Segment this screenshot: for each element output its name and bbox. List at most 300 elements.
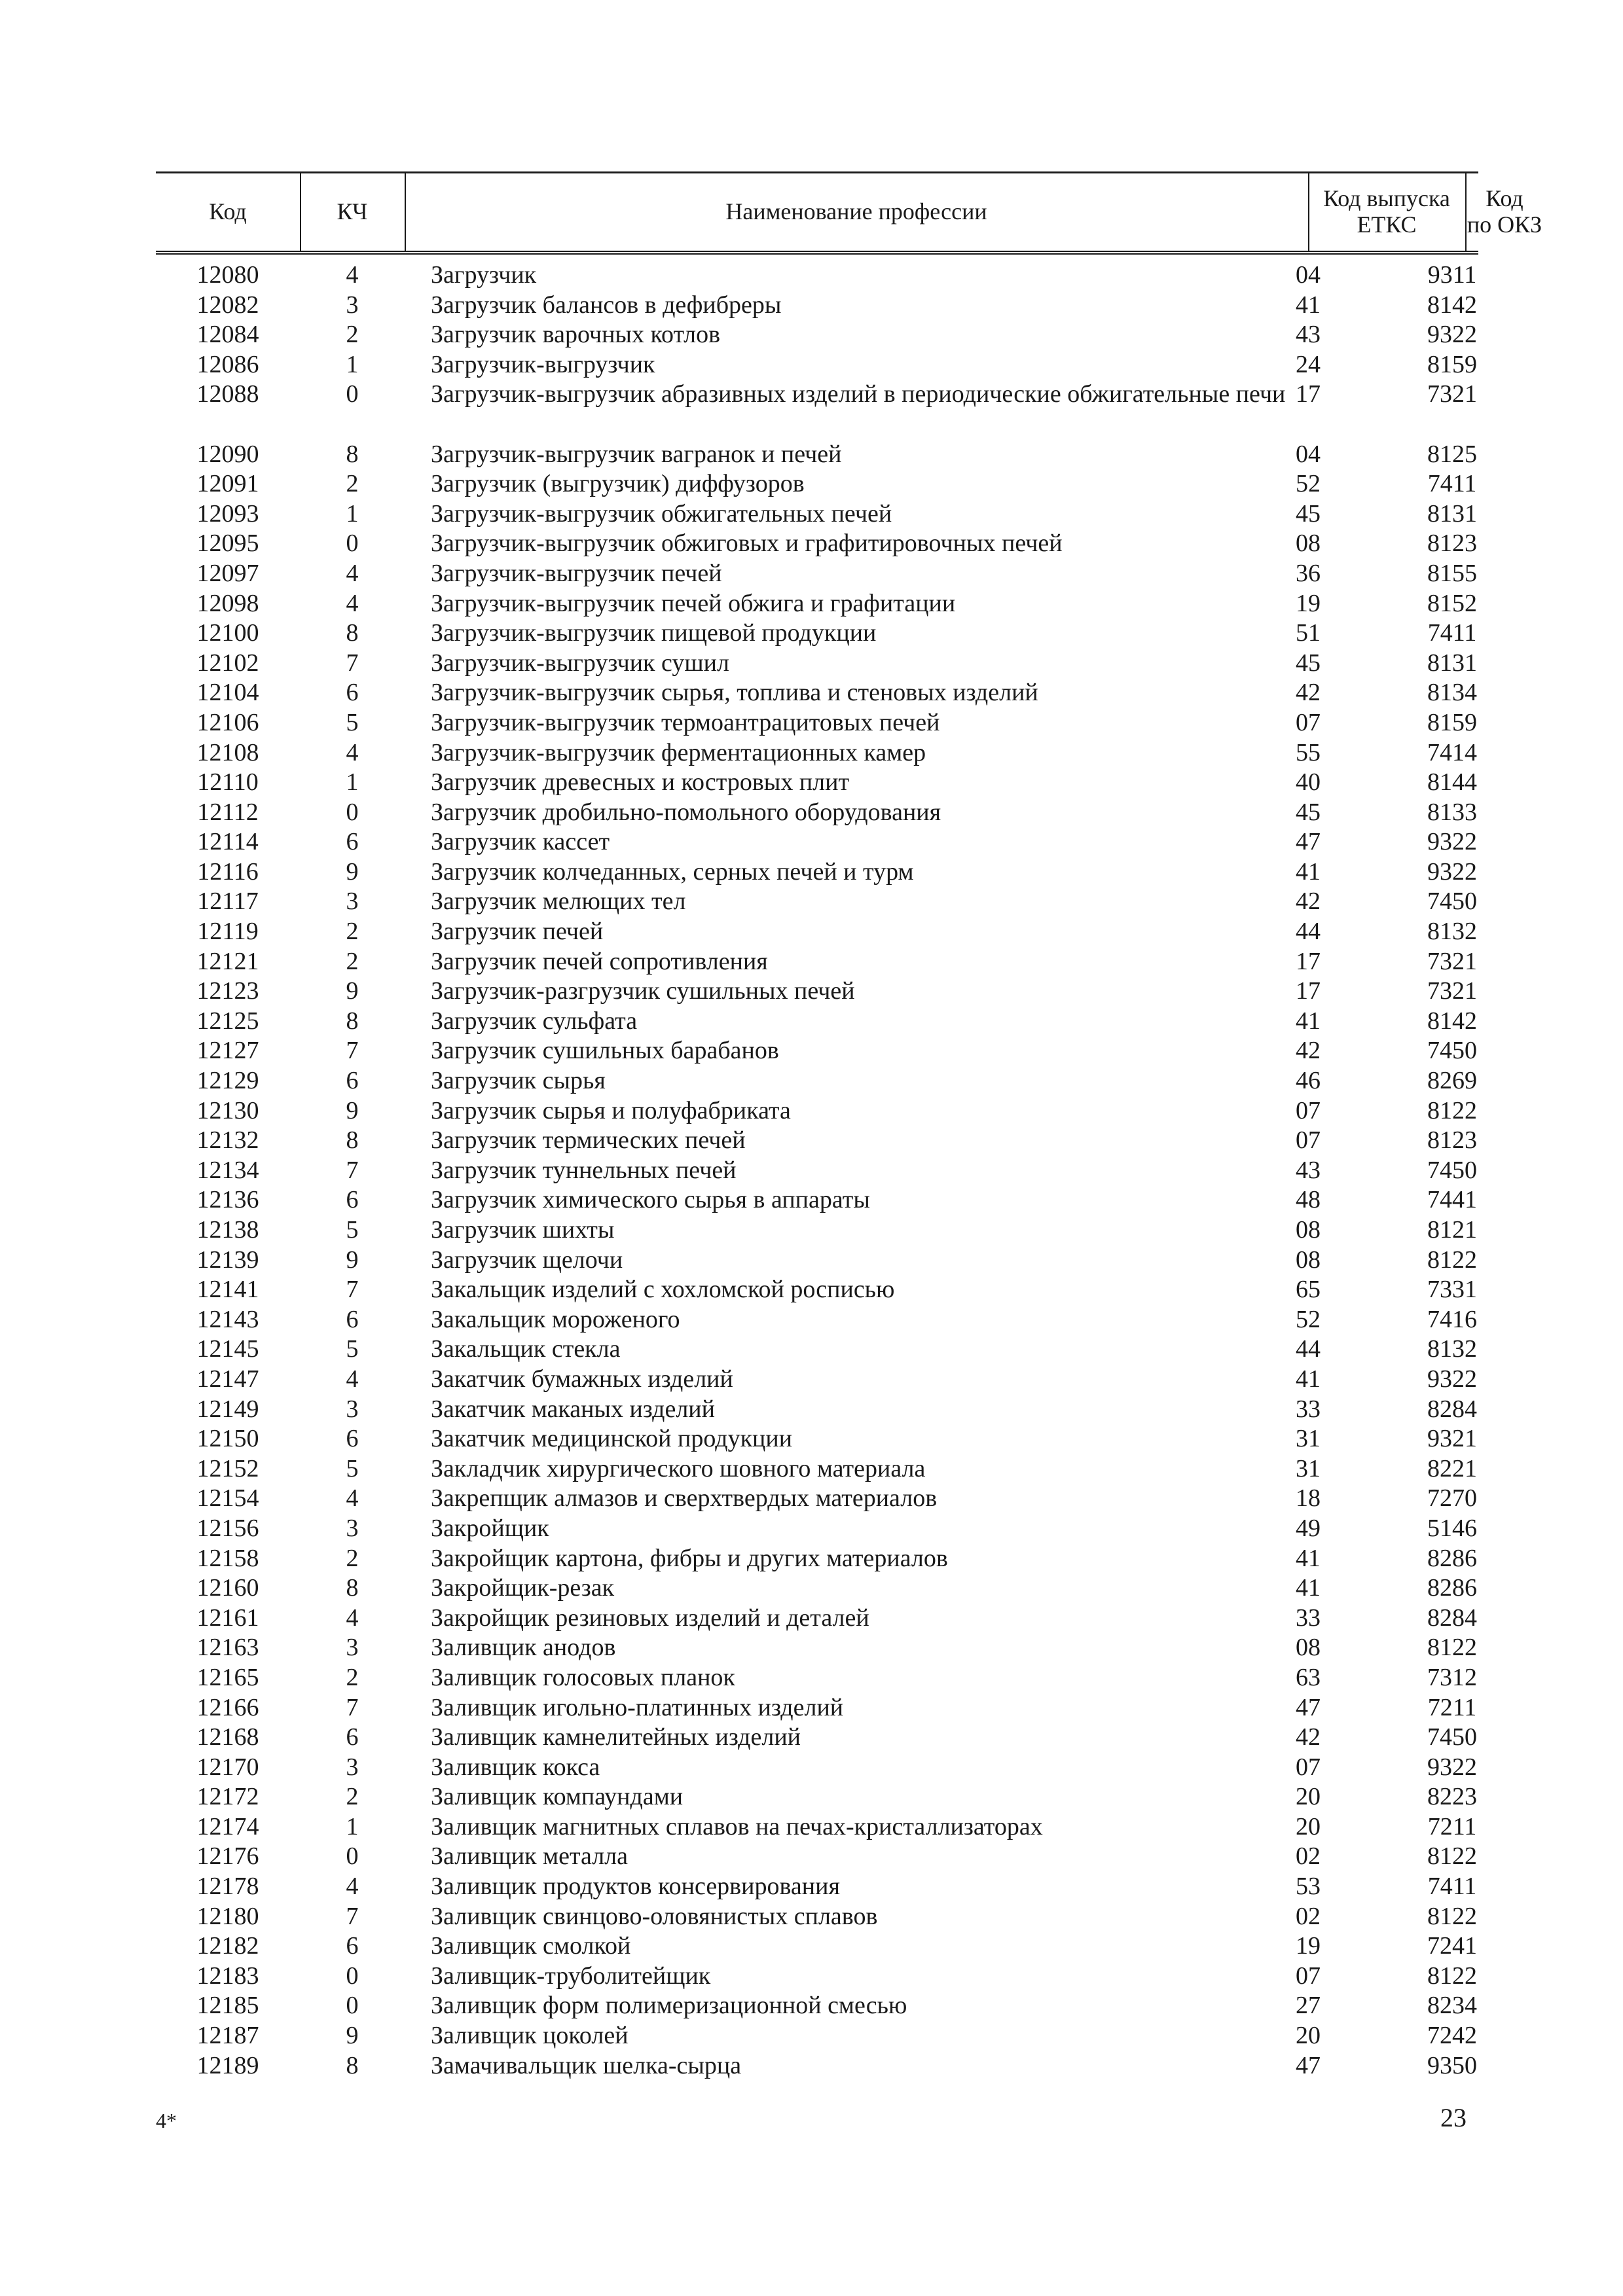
row-name: Заливщик форм полимеризационной смесью: [431, 1992, 907, 2020]
row-name: Загрузчик-выгрузчик термоантрацитовых печей: [431, 708, 940, 736]
row-name: Загрузчик химического сырья в аппараты: [431, 1186, 870, 1214]
signature-mark: 4*: [156, 2109, 177, 2132]
row-etks: 51: [1296, 619, 1321, 647]
row-name: Загрузчик древесных и костровых плит: [431, 768, 850, 797]
row-name: Замачивальщик шелка-сырца: [431, 2051, 742, 2079]
row-code: 12091: [196, 470, 259, 498]
row-code: 12145: [196, 1335, 259, 1363]
table-row: [156, 1663, 1478, 1693]
row-etks: 02: [1296, 1902, 1321, 1930]
row-okz: 7321: [1427, 380, 1477, 408]
table-row: [156, 1185, 1478, 1215]
table-row: [156, 291, 1478, 321]
row-okz: 9322: [1427, 857, 1477, 886]
table-row: [156, 559, 1478, 589]
row-etks: 20: [1296, 1783, 1321, 1811]
row-code: 12117: [197, 888, 259, 916]
row-code: 12168: [196, 1723, 259, 1751]
row-kch: 7: [346, 1902, 359, 1930]
row-okz: 7411: [1427, 1873, 1477, 1901]
row-etks: 24: [1296, 350, 1321, 378]
row-name: Закрепщик алмазов и сверхтвердых материалов: [431, 1484, 938, 1513]
row-name: Загрузчик-выгрузчик обжигательных печей: [431, 499, 892, 528]
table-row: [156, 1872, 1478, 1902]
row-code: 12138: [196, 1216, 259, 1244]
row-okz: 7242: [1427, 2022, 1477, 2050]
row-kch: 6: [346, 828, 359, 856]
row-etks: 47: [1296, 828, 1321, 856]
row-kch: 2: [346, 947, 359, 975]
row-kch: 0: [346, 380, 359, 408]
row-kch: 8: [346, 440, 359, 468]
row-okz: 5146: [1427, 1514, 1477, 1542]
row-okz: 8133: [1427, 798, 1477, 826]
row-okz: 7411: [1427, 470, 1477, 498]
table-row: [156, 678, 1478, 708]
row-okz: 8284: [1427, 1604, 1477, 1632]
header-name: Наименование профессии: [725, 198, 987, 225]
row-kch: 2: [346, 918, 359, 946]
row-okz: 7321: [1427, 977, 1477, 1005]
row-okz: 8155: [1427, 559, 1477, 587]
row-name: Закатчик бумажных изделий: [431, 1365, 733, 1393]
table-row: [156, 2051, 1478, 2081]
row-okz: 7321: [1427, 947, 1477, 975]
row-name: Загрузчик-разгрузчик сушильных печей: [431, 977, 855, 1005]
row-etks: 63: [1296, 1663, 1321, 1691]
page-number: 23: [1440, 2103, 1467, 2132]
row-etks: 44: [1296, 918, 1321, 946]
row-code: 12185: [196, 1992, 259, 2020]
row-name: Загрузчик-выгрузчик: [431, 350, 655, 378]
row-name: Загрузчик печей: [431, 918, 604, 946]
row-okz: 8131: [1427, 649, 1477, 677]
row-okz: 8131: [1427, 499, 1477, 528]
row-okz: 8121: [1427, 1216, 1477, 1244]
row-name: Закальщик стекла: [431, 1335, 621, 1363]
row-etks: 04: [1296, 261, 1321, 289]
table-row: [156, 649, 1478, 679]
row-etks: 17: [1296, 380, 1321, 408]
row-etks: 41: [1296, 1365, 1321, 1393]
row-name: Загрузчик-выгрузчик печей обжига и графитации: [431, 589, 956, 617]
row-code: 12097: [196, 559, 259, 587]
table-row: [156, 887, 1478, 917]
row-kch: 9: [346, 857, 359, 886]
row-kch: 6: [346, 1425, 359, 1453]
row-code: 12136: [196, 1186, 259, 1214]
row-etks: 52: [1296, 470, 1321, 498]
row-kch: 8: [346, 2051, 359, 2079]
table-row: [156, 1156, 1478, 1186]
row-name: Заливщик камнелитейных изделий: [431, 1723, 801, 1751]
table-row: [156, 1842, 1478, 1872]
row-name: Загрузчик варочных котлов: [431, 321, 721, 349]
row-etks: 19: [1296, 589, 1321, 617]
row-okz: 8142: [1427, 1007, 1477, 1035]
row-okz: 8123: [1427, 1126, 1477, 1155]
row-kch: 7: [346, 1693, 359, 1721]
table-row: [156, 1215, 1478, 1246]
row-code: 12160: [196, 1574, 259, 1602]
row-name: Закройщик картона, фибры и других материалов: [431, 1544, 948, 1572]
table-row: [156, 1395, 1478, 1425]
row-okz: 8284: [1427, 1395, 1477, 1423]
table-row: [156, 1036, 1478, 1066]
row-kch: 9: [346, 977, 359, 1005]
table-row: [156, 1573, 1478, 1604]
row-etks: 41: [1296, 857, 1321, 886]
row-kch: 6: [346, 1186, 359, 1214]
table-row: [156, 977, 1478, 1007]
row-okz: 9322: [1427, 828, 1477, 856]
row-name: Заливщик кокса: [431, 1753, 600, 1781]
row-kch: 4: [346, 1873, 359, 1901]
row-etks: 33: [1296, 1395, 1321, 1423]
row-code: 12123: [196, 977, 259, 1005]
row-code: 12100: [196, 619, 259, 647]
row-okz: 7270: [1427, 1484, 1477, 1513]
row-etks: 43: [1296, 1156, 1321, 1184]
table-row: [156, 1991, 1478, 2021]
table-row: [156, 589, 1478, 619]
table-row: [156, 708, 1478, 738]
table-row: [156, 1782, 1478, 1812]
row-code: 12172: [196, 1783, 259, 1811]
row-etks: 40: [1296, 768, 1321, 797]
row-name: Закатчик маканых изделий: [431, 1395, 715, 1423]
table-row: [156, 1096, 1478, 1126]
row-etks: 08: [1296, 1634, 1321, 1662]
row-code: 12182: [196, 1932, 259, 1960]
row-kch: 0: [346, 1992, 359, 2020]
row-kch: 7: [346, 1037, 359, 1065]
row-code: 12139: [196, 1246, 259, 1274]
table-row: [156, 1962, 1478, 1992]
row-kch: 3: [346, 888, 359, 916]
row-kch: 3: [346, 1634, 359, 1662]
row-code: 12112: [197, 798, 259, 826]
row-name: Закройщик: [431, 1514, 549, 1542]
row-kch: 3: [346, 1753, 359, 1781]
row-name: Загрузчик сырья и полуфабриката: [431, 1096, 791, 1124]
row-etks: 02: [1296, 1842, 1321, 1871]
row-kch: 6: [346, 1067, 359, 1095]
row-etks: 47: [1296, 1693, 1321, 1721]
row-kch: 0: [346, 1842, 359, 1871]
row-etks: 04: [1296, 440, 1321, 468]
row-kch: 4: [346, 559, 359, 587]
row-code: 12114: [197, 828, 259, 856]
row-code: 12165: [196, 1663, 259, 1691]
row-kch: 8: [346, 1126, 359, 1155]
row-code: 12108: [196, 738, 259, 766]
row-name: Загрузчик сушильных барабанов: [431, 1037, 779, 1065]
row-name: Загрузчик-выгрузчик пищевой продукции: [431, 619, 877, 647]
row-kch: 4: [346, 1604, 359, 1632]
header-kch: КЧ: [337, 198, 368, 225]
row-code: 12088: [196, 380, 259, 408]
row-okz: 8144: [1427, 768, 1477, 797]
row-name: Загрузчик-выгрузчик вагранок и печей: [431, 440, 842, 468]
row-name: Заливщик-труболитейщик: [431, 1962, 711, 1990]
table-body: [156, 260, 1478, 2081]
row-code: 12141: [196, 1276, 259, 1304]
row-kch: 7: [346, 1156, 359, 1184]
row-etks: 20: [1296, 2022, 1321, 2050]
row-name: Загрузчик-выгрузчик сушил: [431, 649, 729, 677]
row-name: Закальщик изделий с хохломской росписью: [431, 1276, 895, 1304]
table-row: [156, 1275, 1478, 1305]
row-name: Загрузчик шихты: [431, 1216, 615, 1244]
row-name: Загрузчик-выгрузчик абразивных изделий в периодические обжигательные печи: [431, 380, 1286, 408]
row-name: Заливщик продуктов консервирования: [431, 1873, 840, 1901]
row-code: 12150: [196, 1425, 259, 1453]
table-row: [156, 1544, 1478, 1574]
row-kch: 2: [346, 321, 359, 349]
row-kch: 0: [346, 798, 359, 826]
row-name: Заливщик смолкой: [431, 1932, 631, 1960]
header-code: Код: [209, 198, 247, 225]
table-row: [156, 1335, 1478, 1365]
row-etks: 08: [1296, 1246, 1321, 1274]
row-okz: 7411: [1427, 619, 1477, 647]
row-name: Загрузчик сульфата: [431, 1007, 638, 1035]
row-okz: 7450: [1427, 1156, 1477, 1184]
table-row: [156, 1693, 1478, 1723]
row-kch: 0: [346, 1962, 359, 1990]
table-row: [156, 1723, 1478, 1753]
row-code: 12166: [196, 1693, 259, 1721]
table-row: [156, 1902, 1478, 1932]
row-etks: 43: [1296, 321, 1321, 349]
row-okz: 7331: [1427, 1276, 1477, 1304]
row-okz: 8159: [1427, 708, 1477, 736]
row-name: Загрузчик-выгрузчик ферментационных камер: [431, 738, 926, 766]
row-kch: 6: [346, 1305, 359, 1333]
table-row: [156, 738, 1478, 768]
row-code: 12149: [196, 1395, 259, 1423]
header-okz: Код по ОКЗ: [1467, 185, 1542, 238]
row-etks: 33: [1296, 1604, 1321, 1632]
table-row: [156, 1484, 1478, 1514]
table-row: [156, 768, 1478, 798]
table-row: [156, 320, 1478, 350]
row-code: 12116: [197, 857, 259, 886]
row-etks: 42: [1296, 1723, 1321, 1751]
row-etks: 17: [1296, 947, 1321, 975]
row-name: Заливщик голосовых планок: [431, 1663, 735, 1691]
row-kch: 1: [346, 768, 359, 797]
table-row: [156, 1454, 1478, 1484]
row-code: 12154: [196, 1484, 259, 1513]
row-name: Заливщик свинцово-оловянистых сплавов: [431, 1902, 878, 1930]
row-etks: 42: [1296, 679, 1321, 707]
row-etks: 48: [1296, 1186, 1321, 1214]
row-name: Загрузчик щелочи: [431, 1246, 623, 1274]
row-name: Загрузчик туннельных печей: [431, 1156, 737, 1184]
row-kch: 4: [346, 261, 359, 289]
row-name: Загрузчик: [431, 261, 537, 289]
row-name: Заливщик анодов: [431, 1634, 616, 1662]
row-okz: 7414: [1427, 738, 1477, 766]
row-etks: 07: [1296, 1096, 1321, 1124]
row-okz: 7312: [1427, 1663, 1477, 1691]
row-kch: 9: [346, 2022, 359, 2050]
row-etks: 41: [1296, 1007, 1321, 1035]
row-okz: 8134: [1427, 679, 1477, 707]
row-kch: 5: [346, 1454, 359, 1482]
row-etks: 49: [1296, 1514, 1321, 1542]
row-okz: 8223: [1427, 1783, 1477, 1811]
row-kch: 5: [346, 1335, 359, 1363]
table-row: [156, 1305, 1478, 1335]
row-okz: 9350: [1427, 2051, 1477, 2079]
row-name: Загрузчик печей сопротивления: [431, 947, 768, 975]
table-row: [156, 260, 1478, 291]
row-name: Закройщик-резак: [431, 1574, 615, 1602]
row-code: 12176: [196, 1842, 259, 1871]
table-row: [156, 917, 1478, 947]
row-okz: 8123: [1427, 529, 1477, 558]
table-row: [156, 499, 1478, 529]
row-kch: 8: [346, 619, 359, 647]
row-etks: 52: [1296, 1305, 1321, 1333]
row-etks: 41: [1296, 1544, 1321, 1572]
row-code: 12102: [196, 649, 259, 677]
row-kch: 1: [346, 1812, 359, 1840]
row-kch: 2: [346, 1544, 359, 1572]
row-okz: 8122: [1427, 1096, 1477, 1124]
table-row: [156, 1246, 1478, 1276]
row-etks: 07: [1296, 708, 1321, 736]
row-etks: 31: [1296, 1425, 1321, 1453]
row-name: Заливщик магнитных сплавов на печах-кристаллизаторах: [431, 1812, 1043, 1840]
row-kch: 3: [346, 1395, 359, 1423]
row-okz: 9322: [1427, 1753, 1477, 1781]
row-code: 12106: [196, 708, 259, 736]
row-name: Загрузчик (выгрузчик) диффузоров: [431, 470, 805, 498]
row-kch: 2: [346, 1663, 359, 1691]
row-code: 12183: [196, 1962, 259, 1990]
row-name: Загрузчик-выгрузчик сырья, топлива и стеновых изделий: [431, 679, 1038, 707]
table-row: [156, 827, 1478, 857]
table-row: [156, 1931, 1478, 1962]
row-etks: 44: [1296, 1335, 1321, 1363]
row-okz: 7211: [1427, 1812, 1477, 1840]
row-name: Заливщик металла: [431, 1842, 629, 1871]
row-okz: 8286: [1427, 1574, 1477, 1602]
table-row: [156, 1126, 1478, 1156]
table-row: [156, 380, 1478, 439]
row-okz: 9322: [1427, 1365, 1477, 1393]
row-code: 12134: [196, 1156, 259, 1184]
row-okz: 8286: [1427, 1544, 1477, 1572]
row-code: 12178: [196, 1873, 259, 1901]
table-row: [156, 1066, 1478, 1096]
row-code: 12121: [196, 947, 259, 975]
table-row: [156, 619, 1478, 649]
row-etks: 08: [1296, 529, 1321, 558]
table-row: [156, 947, 1478, 977]
row-okz: 9322: [1427, 321, 1477, 349]
row-kch: 8: [346, 1574, 359, 1602]
row-okz: 7450: [1427, 888, 1477, 916]
row-kch: 4: [346, 589, 359, 617]
table-row: [156, 1424, 1478, 1454]
row-name: Заливщик цоколей: [431, 2022, 629, 2050]
row-kch: 5: [346, 1216, 359, 1244]
row-name: Закройщик резиновых изделий и деталей: [431, 1604, 869, 1632]
table-row: [156, 1753, 1478, 1783]
row-etks: 53: [1296, 1873, 1321, 1901]
table-row: [156, 350, 1478, 380]
row-etks: 41: [1296, 291, 1321, 319]
row-okz: 8125: [1427, 440, 1477, 468]
row-code: 12127: [196, 1037, 259, 1065]
row-name: Загрузчик балансов в дефибреры: [431, 291, 782, 319]
row-code: 12152: [196, 1454, 259, 1482]
row-name: Закатчик медицинской продукции: [431, 1425, 793, 1453]
row-name: Загрузчик сырья: [431, 1067, 606, 1095]
row-kch: 8: [346, 1007, 359, 1035]
row-kch: 7: [346, 1276, 359, 1304]
row-code: 12180: [196, 1902, 259, 1930]
row-okz: 8122: [1427, 1902, 1477, 1930]
row-etks: 45: [1296, 649, 1321, 677]
row-etks: 42: [1296, 888, 1321, 916]
row-code: 12095: [196, 529, 259, 558]
row-okz: 7450: [1427, 1037, 1477, 1065]
row-etks: 41: [1296, 1574, 1321, 1602]
row-etks: 65: [1296, 1276, 1321, 1304]
row-etks: 07: [1296, 1962, 1321, 1990]
row-code: 12084: [196, 321, 259, 349]
row-kch: 9: [346, 1246, 359, 1274]
row-kch: 4: [346, 1365, 359, 1393]
row-okz: 8132: [1427, 918, 1477, 946]
row-kch: 3: [346, 1514, 359, 1542]
row-etks: 45: [1296, 499, 1321, 528]
table-row: [156, 1514, 1478, 1544]
row-etks: 17: [1296, 977, 1321, 1005]
row-code: 12110: [197, 768, 259, 797]
header-etks: Код выпуска ЕТКС: [1323, 185, 1450, 238]
row-code: 12147: [196, 1365, 259, 1393]
row-code: 12158: [196, 1544, 259, 1572]
row-code: 12129: [196, 1067, 259, 1095]
row-code: 12143: [196, 1305, 259, 1333]
row-code: 12093: [196, 499, 259, 528]
table-row: [156, 857, 1478, 888]
row-name: Загрузчик мелющих тел: [431, 888, 686, 916]
row-code: 12080: [196, 261, 259, 289]
row-code: 12086: [196, 350, 259, 378]
table-row: [156, 1633, 1478, 1663]
row-okz: 8221: [1427, 1454, 1477, 1482]
row-code: 12187: [196, 2022, 259, 2050]
row-okz: 7416: [1427, 1305, 1477, 1333]
row-okz: 8122: [1427, 1634, 1477, 1662]
row-code: 12161: [196, 1604, 259, 1632]
row-etks: 08: [1296, 1216, 1321, 1244]
row-code: 12104: [196, 679, 259, 707]
row-okz: 8122: [1427, 1246, 1477, 1274]
row-etks: 27: [1296, 1992, 1321, 2020]
row-etks: 07: [1296, 1126, 1321, 1155]
row-name: Закальщик мороженого: [431, 1305, 680, 1333]
row-code: 12119: [197, 918, 259, 946]
